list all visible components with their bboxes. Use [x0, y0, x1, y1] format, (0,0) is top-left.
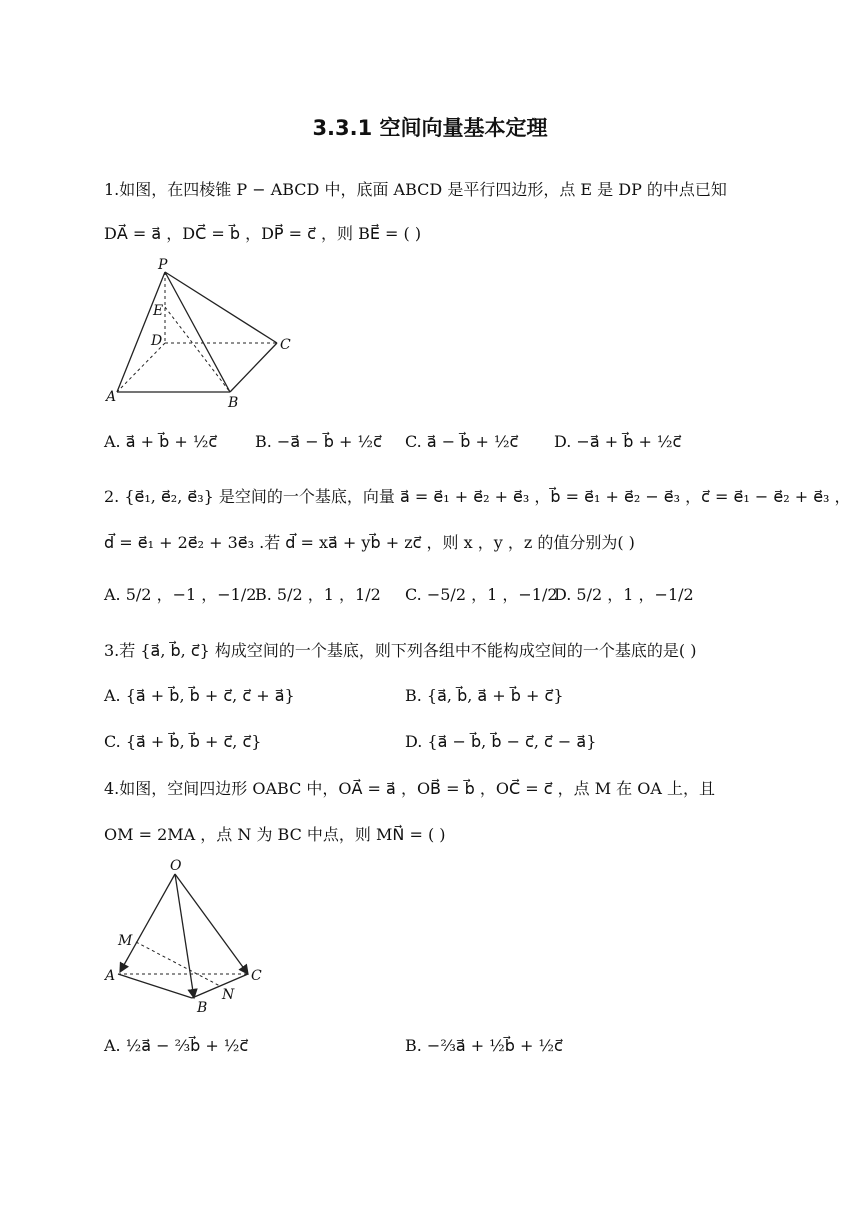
label-a: A [106, 389, 117, 405]
q3-option-d[interactable]: D. {a⃗ − b⃗, b⃗ − c⃗, c⃗ − a⃗} [405, 732, 597, 751]
q1-option-d[interactable]: D. −a⃗ + b⃗ + ½c⃗ [554, 432, 682, 451]
label-p: P [158, 257, 168, 273]
q3-option-b[interactable]: B. {a⃗, b⃗, a⃗ + b⃗ + c⃗} [405, 686, 564, 705]
label-e: E [153, 303, 164, 319]
label-c: C [280, 337, 291, 353]
q4-option-a[interactable]: A. ½a⃗ − ⅔b⃗ + ½c⃗ [104, 1036, 249, 1055]
q2-option-d[interactable]: D. 5/2 ，1 ，−1/2 [554, 585, 694, 604]
q1-option-a[interactable]: A. a⃗ + b⃗ + ½c⃗ [104, 432, 218, 451]
label-b: B [197, 1000, 208, 1016]
q1-option-b[interactable]: B. −a⃗ − b⃗ + ½c⃗ [255, 432, 382, 451]
q2-option-a[interactable]: A. 5/2 ，−1 ，−1/2 [104, 585, 257, 604]
q3-option-c[interactable]: C. {a⃗ + b⃗, b⃗ + c⃗, c⃗} [104, 732, 262, 751]
q4-stem-line2: OM = 2MA ，点 N 为 BC 中点，则 MN⃗ = ( ) [104, 825, 446, 844]
q1-option-c[interactable]: C. a⃗ − b⃗ + ½c⃗ [405, 432, 519, 451]
q4-option-b[interactable]: B. −⅔a⃗ + ½b⃗ + ½c⃗ [405, 1036, 563, 1055]
label-a: A [105, 968, 116, 984]
q2-stem-line2: d⃗ = e⃗₁ + 2e⃗₂ + 3e⃗₃ .若 d⃗ = xa⃗ + yb⃗ + zc⃗ ，则 x ，y ，z 的值分别为( ) [104, 533, 635, 552]
q2-option-b[interactable]: B. 5/2 ，1 ，1/2 [255, 585, 381, 604]
label-n: N [222, 987, 235, 1003]
q2-option-c[interactable]: C. −5/2 ，1 ，−1/2 [405, 585, 558, 604]
q3-stem-line1: 3.若 {a⃗, b⃗, c⃗} 构成空间的一个基底，则下列各组中不能构成空间的一个基底的是( ) [104, 641, 697, 660]
label-b: B [228, 395, 239, 411]
label-d: D [151, 333, 163, 349]
pyramid-figure [100, 255, 300, 415]
q1-stem-line2: DA⃗ = a⃗ ，DC⃗ = b⃗ ，DP⃗ = c⃗ ，则 BE⃗ = ( ) [104, 224, 422, 243]
tetrahedron-figure [100, 852, 280, 1020]
q1-stem-line1: 1.如图，在四棱锥 P − ABCD 中，底面 ABCD 是平行四边形，点 E 是 DP 的中点已知 [104, 180, 727, 199]
page-title: 3.3.1 空间向量基本定理 [312, 116, 548, 140]
label-o: O [170, 858, 182, 874]
label-m: M [118, 933, 133, 949]
q2-stem-line1: 2. {e⃗₁, e⃗₂, e⃗₃} 是空间的一个基底，向量 a⃗ = e⃗₁ + e⃗₂ + e⃗₃ ，b⃗ = e⃗₁ + e⃗₂ − e⃗₃ ，c⃗ = e⃗₁ − e⃗₂ + e⃗₃ ， [104, 487, 851, 506]
q4-stem-line1: 4.如图，空间四边形 OABC 中，OA⃗ = a⃗ ，OB⃗ = b⃗ ，OC⃗ = c⃗ ，点 M 在 OA 上，且 [104, 779, 716, 798]
label-c: C [251, 968, 262, 984]
q3-option-a[interactable]: A. {a⃗ + b⃗, b⃗ + c⃗, c⃗ + a⃗} [104, 686, 295, 705]
